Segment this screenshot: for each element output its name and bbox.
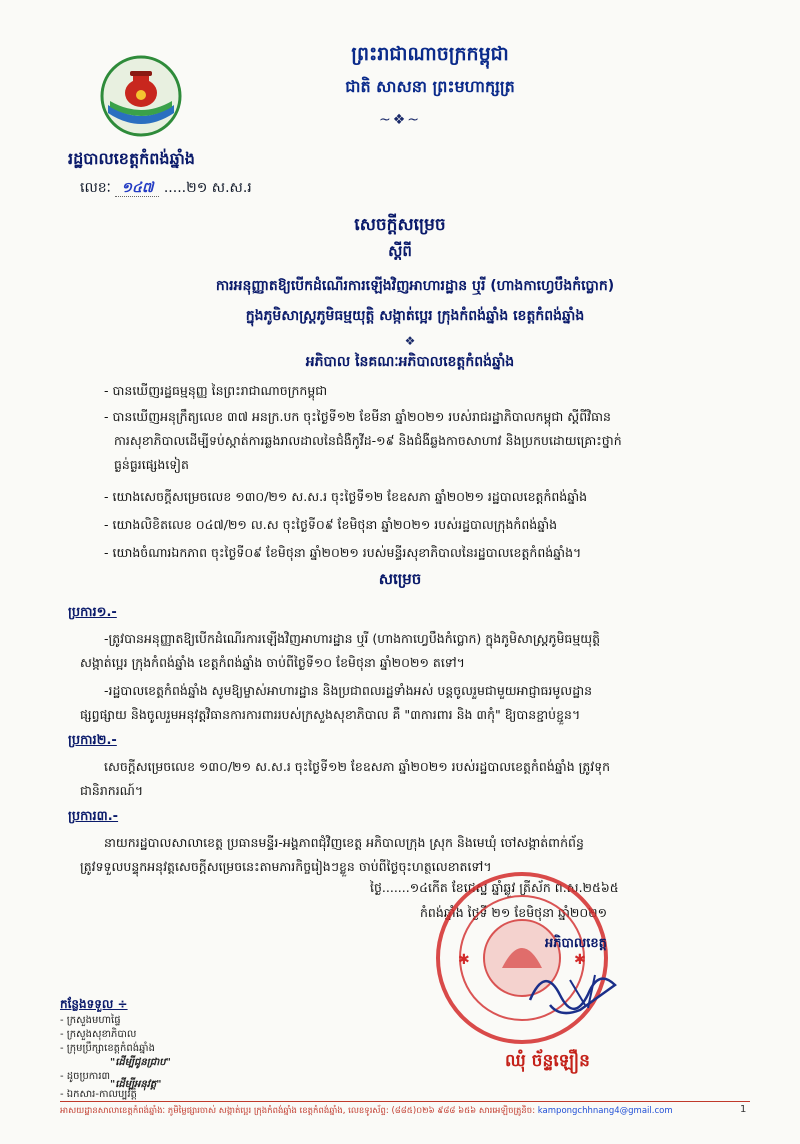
recipient-item: - ក្រុមប្រឹក្សាខេត្តកំពង់ឆ្នាំង [60,1043,155,1054]
visa-line: - យោងលិខិតលេខ ០៤៧/២១ ល.ស ចុះថ្ងៃទី០៩ ខែមិថុនា ឆ្នាំ២០២១ របស់រដ្ឋបាលក្រុងកំពង់ឆ្នាំង [104,517,558,532]
footer-address-text: អាសយដ្ឋានសាលាខេត្តកំពង់ឆ្នាំងៈ ភូមិម្លៃផ្សារចាស់ សង្កាត់ប្អេរ ក្រុងកំពង់ឆ្នាំង ខេត្តកំពង់ឆ្នាំង, លេខទូរស័ព្ទ: (៨៨៥)០២៦ ៩៨៨ ៦៥៦ សារអេឡិចត្រូនិច: [60,1106,536,1116]
solar-date: កំពង់ឆ្នាំង ថ្ងៃទី ២១ ខែមិថុនា ឆ្នាំ២០២១ [420,905,608,920]
recipient-note: "ដើម្បីអនុវត្ត" [110,1079,162,1090]
article-2-line: ជានិរាករណ៍។ [80,783,144,798]
kingdom-title: ព្រះរាជាណាចក្រកម្ពុជា [351,43,509,65]
recipient-item: - ឯកសារ-កាលប្បវត្តិ [60,1089,137,1100]
page-number: 1 [740,1104,747,1115]
official-seal-stamp [432,868,612,1048]
handwritten-signature [520,960,630,1020]
recipient-note: "ដើម្បីជូនជ្រាប" [110,1057,171,1068]
article-3-label: ប្រការ៣.- [68,809,119,824]
article-1-line: -ត្រូវបានអនុញ្ញាតឱ្យបើកដំណើរការឡើងវិញអាហារដ្ឋាន ឬរី (ហាងកាហ្វេបឹងកំប្លោក) ក្នុងភូមិសាស្រ្តភូមិធម្មយុត្តិ [104,631,601,646]
footer-email-link[interactable]: kampongchhnang4@gmail.com [537,1106,673,1116]
subject-line-2: ក្នុងភូមិសាស្រ្តភូមិធម្មយុត្តិ សង្កាត់ប្អេរ ក្រុងកំពង់ឆ្នាំង ខេត្តកំពង់ឆ្នាំង [245,308,585,324]
article-1-line: -រដ្ឋបាលខេត្តកំពង់ឆ្នាំង សូមឱ្យម្ចាស់អាហារដ្ឋាន និងប្រជាពលរដ្ឋទាំងអស់ បន្តចូលរួមជាមួយអាជ្ញាធរមូលដ្ឋាន [104,683,593,698]
recipients-title: កន្លែងទទួល ÷ [60,997,128,1011]
reference-number [80,178,252,199]
decides-heading: សម្រេច [378,570,422,588]
visa-line: - យោងសេចក្តីសម្រេចលេខ ១៣០/២១ ស.ស.រ ចុះថ្ងៃទី១២ ខែឧសភា ឆ្នាំ២០២១ រដ្ឋបាលខេត្តកំពង់ឆ្នាំង [104,489,588,504]
recipient-item: - ក្រសួងមហាផ្ទៃ [60,1015,121,1026]
title-ornament: ❖ [404,334,416,348]
reference-handwritten-number: ១៤៧ [115,180,159,197]
article-1-label: ប្រការ១.- [68,605,117,620]
article-3-line: ត្រូវទទួលបន្ទុកអនុវត្តសេចក្តីសម្រេចនេះតាមភារកិច្ចរៀងៗខ្លួន ចាប់ពីថ្ងៃចុះហត្ថលេខាតទៅ។ [80,859,492,874]
issuing-authority: រដ្ឋបាលខេត្តកំពង់ឆ្នាំង [68,149,195,168]
recipient-item: - ក្រសួងសុខាភិបាល [60,1029,137,1040]
reference-suffix: .....២១ ស.ស.រ [163,180,252,196]
footer-address [60,1101,750,1118]
article-1-line: ផ្សព្វផ្សាយ និងចូលរួមអនុវត្តវិធានការការពាររបស់ក្រសួងសុខាភិបាល គឺ "៣ការពារ និង ៣កុំ" ឱ្យបានខ្ជាប់ខ្ជួន។ [80,707,581,722]
visa-line: ការសុខាភិបាលដើម្បីទប់ស្កាត់ការឆ្លងរាលដាលនៃជំងឺកូវីដ-១៩ និងជំងឺឆ្លងកាចសាហាវ និងប្រកបដោយគ្រោះថ្នាក់ [114,433,622,448]
governor-line: អភិបាល នៃគណៈអភិបាលខេត្តកំពង់ឆ្នាំង [305,354,515,370]
visa-line: - បានឃើញរដ្ឋធម្មនុញ្ញ នៃព្រះរាជាណាចក្រកម្ពុជា [104,383,328,398]
reference-label: លេខៈ [80,180,111,196]
visa-line: - បានឃើញអនុក្រឹត្យលេខ ៣៧ អនក្រ.បក ចុះថ្ងៃទី១២ ខែមីនា ឆ្នាំ២០២១ របស់រាជរដ្ឋាភិបាលកម្ពុជា ស្តីពីវិធាន [104,409,611,424]
signatory-title: អភិបាលខេត្ត [545,936,607,951]
svg-text:✱: ✱ [574,952,586,968]
signatory-name: ឈុំ ច័ន្ទឡឿន [505,1051,590,1071]
article-2-line: សេចក្តីសម្រេចលេខ ១៣០/២១ ស.ស.រ ចុះថ្ងៃទី១២ ខែឧសភា ឆ្នាំ២០២១ របស់រដ្ឋបាលខេត្តកំពង់ឆ្នាំង ត្រូវទុក [104,759,611,774]
article-1-line: សង្កាត់ប្អេរ ក្រុងកំពង់ឆ្នាំង ខេត្តកំពង់ឆ្នាំង ចាប់ពីថ្ងៃទី១០ ខែមិថុនា ឆ្នាំ២០២១ តទៅ។ [80,655,465,670]
recipient-item: - ដូចប្រការ៣ [60,1071,111,1082]
svg-text:✱: ✱ [458,952,470,968]
visa-line: ធ្ងន់ធ្ងរផ្សេងទៀត [114,457,189,472]
document-type-title: សេចក្តីសម្រេច [354,215,446,235]
article-3-line: នាយករដ្ឋបាលសាលាខេត្ត ប្រធានមន្ទីរ-អង្គភាពជុំវិញខេត្ត អភិបាលក្រុង ស្រុក និងមេឃុំ ចៅសង្កាត់ពាក់ព័ន្ធ [104,835,584,850]
about-label: ស្តីពី [388,242,412,260]
lunar-date: ថ្ងៃ.......១៤កើត ខែជេស្ឋ ឆ្នាំឆ្លូវ ត្រីស័ក ព.ស.២៥៦៥ [370,880,619,895]
subject-line-1: ការអនុញ្ញាតឱ្យបើកដំណើរការឡើងវិញអាហារដ្ឋាន ឬរី (ហាងកាហ្វេបឹងកំប្លោក) [215,278,615,294]
national-motto: ជាតិ សាសនា ព្រះមហាក្សត្រ [345,77,515,96]
visa-line: - យោងចំណារឯកភាព ចុះថ្ងៃទី០៩ ខែមិថុនា ឆ្នាំ២០២១ របស់មន្ទីរសុខាភិបាលនៃរដ្ឋបាលខេត្តកំពង់ឆ្នាំង។ [104,545,582,560]
article-2-label: ប្រការ២.- [68,733,117,748]
header-ornament: ~❖~ [378,112,421,128]
